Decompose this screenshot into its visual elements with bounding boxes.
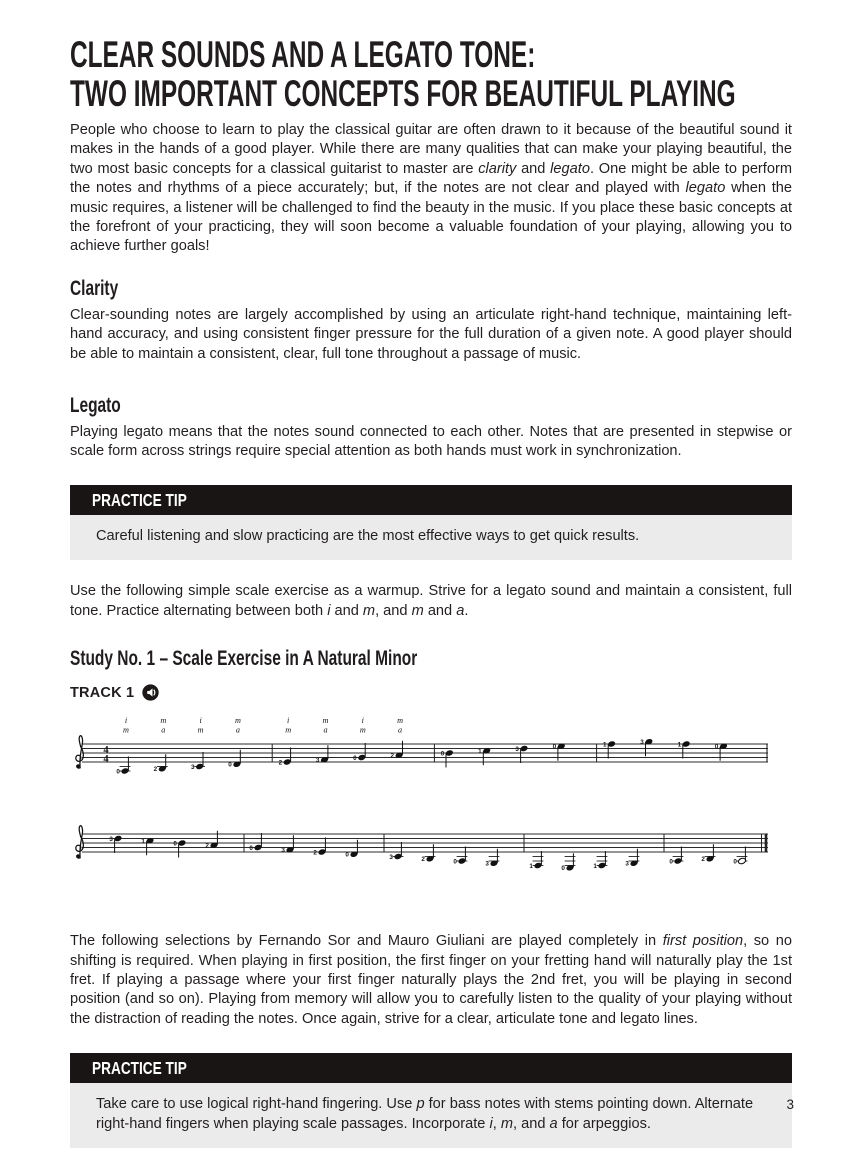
practice-tip-2-body [70,1083,792,1148]
svg-text:a: a [398,725,403,735]
svg-text:i: i [124,716,128,726]
svg-text:3: 3 [625,860,629,868]
intro-paragraph: People who choose to learn to play the classical guitar are often drawn to it because of the beautiful sound it makes in the hands of a good player. While there are many qualities that can make your playing beautiful, the two most basic concepts for a classical guitarist to master are clarity and legato. One might be able to perform the notes and rhythms of a piece accurately; but, if the notes are not clear and played with legato when the music requires, a listener will be challenged to find the beauty in the music. If you place these basic concepts at the forefront of your practicing, they will soon become a valuable foundation of your playing, allowing you to achieve further goals! [70,122,793,255]
svg-text:a: a [161,725,166,735]
svg-text:m: m [322,716,329,726]
svg-text:3: 3 [389,853,393,861]
svg-text:m: m [359,725,366,735]
svg-text:2: 2 [701,856,705,864]
svg-text:i: i [287,716,290,726]
svg-text:1: 1 [593,862,597,870]
practice-tip-2 [70,1053,792,1148]
svg-text:0: 0 [353,754,357,762]
page-title-line-1: CLEAR SOUNDS AND A LEGATO TONE: [70,34,536,75]
svg-text:0: 0 [669,858,673,866]
page-title-line-2: TWO IMPORTANT CONCEPTS FOR BEAUTIFUL PLAYING [70,73,736,114]
warmup-paragraph: Use the following simple scale exercise as a warmup. Strive for a legato sound and maintain a consistent, full tone. Practice alternating between both i and m, and m and a. [70,583,792,619]
audio-speaker-icon [141,683,160,702]
svg-text:4: 4 [103,753,109,765]
page-number: 3 [786,1097,794,1112]
svg-text:1: 1 [529,862,533,870]
svg-text:0: 0 [249,844,253,852]
svg-text:m: m [197,725,204,735]
svg-text:2: 2 [205,842,209,850]
svg-text:2: 2 [278,759,283,767]
svg-text:3: 3 [109,835,113,843]
music-score [70,714,792,878]
practice-tip-1-banner: PRACTICE TIP [70,485,792,515]
svg-text:a: a [323,725,328,735]
svg-text:0: 0 [173,840,177,848]
study-heading: Study No. 1 – Scale Exercise in A Natural Minor [70,646,418,671]
svg-text:3: 3 [515,745,519,753]
legato-heading: Legato [70,393,121,418]
practice-tip-1-body [70,515,792,560]
svg-text:a: a [235,725,240,735]
svg-text:0: 0 [552,743,557,751]
legato-section [70,393,792,462]
svg-text:3: 3 [315,757,320,765]
legato-paragraph: Playing legato means that the notes sound connected to each other. Notes that are presented in stepwise or scale form across strings require special attention as both hands must work in synchronization. [70,424,792,460]
track-label: TRACK 1 [70,684,135,701]
svg-text:i: i [199,716,202,726]
svg-text:3: 3 [281,847,285,855]
track-row [70,683,792,702]
svg-text:1: 1 [677,741,682,749]
svg-text:0: 0 [561,865,565,873]
svg-text:m: m [160,716,167,726]
svg-text:3: 3 [190,763,195,771]
svg-text:m: m [285,725,292,735]
practice-tip-2-banner: PRACTICE TIP [70,1053,792,1083]
svg-text:i: i [361,716,364,726]
svg-text:m: m [397,716,404,726]
svg-text:m: m [234,716,241,726]
practice-tip-1 [70,485,792,560]
music-staff-line-1 [70,714,792,778]
svg-text:0: 0 [453,858,457,866]
position-paragraph: The following selections by Fernando Sor and Mauro Giuliani are played completely in first position, so no shifting is required. When playing in first position, the first finger on your fretting hand will naturally play the 1st fret. If playing a passage where your first finger naturally plays the 2nd fret, you will be playing in second position (and so on). Playing from memory will allow you to carefully listen to the quality of your playing without the distraction of reading the notes. Once again, strive for a clear, articulate tone and legato lines. [70,933,792,1027]
clarity-heading: Clarity [70,275,119,300]
svg-text:0: 0 [228,761,232,769]
svg-text:4: 4 [103,744,109,756]
svg-text:1: 1 [602,741,607,749]
page-title [70,36,792,114]
svg-text:2: 2 [421,856,425,864]
svg-text:2: 2 [390,752,394,760]
practice-tip-2-text: Take care to use logical right-hand fingering. Use p for bass notes with stems pointing down. Alternate right-hand fingers when playing scale passages. Incorporate i, m, and a for arpeggios. [96,1096,754,1132]
clarity-section [70,276,792,364]
svg-text:0: 0 [733,858,737,866]
clarity-paragraph: Clear-sounding notes are largely accomplished by using an articulate right-hand technique, maintaining left-hand accuracy, and using consistent finger pressure for the full duration of a given note. A good player should be able to maintain a consistent, clear, full tone throughout a passage of music. [70,306,792,362]
svg-text:2: 2 [313,849,317,857]
svg-text:1: 1 [478,748,482,756]
svg-text:3: 3 [485,860,489,868]
svg-text:m: m [123,725,129,735]
svg-text:3: 3 [640,739,644,747]
svg-text:0: 0 [345,851,349,859]
svg-text:0: 0 [714,743,719,751]
svg-text:0: 0 [440,750,445,758]
svg-text:2: 2 [153,766,158,774]
practice-tip-1-text: Careful listening and slow practicing are the most effective ways to get quick results. [96,527,640,544]
music-staff-line-2 [70,822,792,878]
svg-text:1: 1 [141,838,145,846]
svg-text:0: 0 [116,768,120,776]
